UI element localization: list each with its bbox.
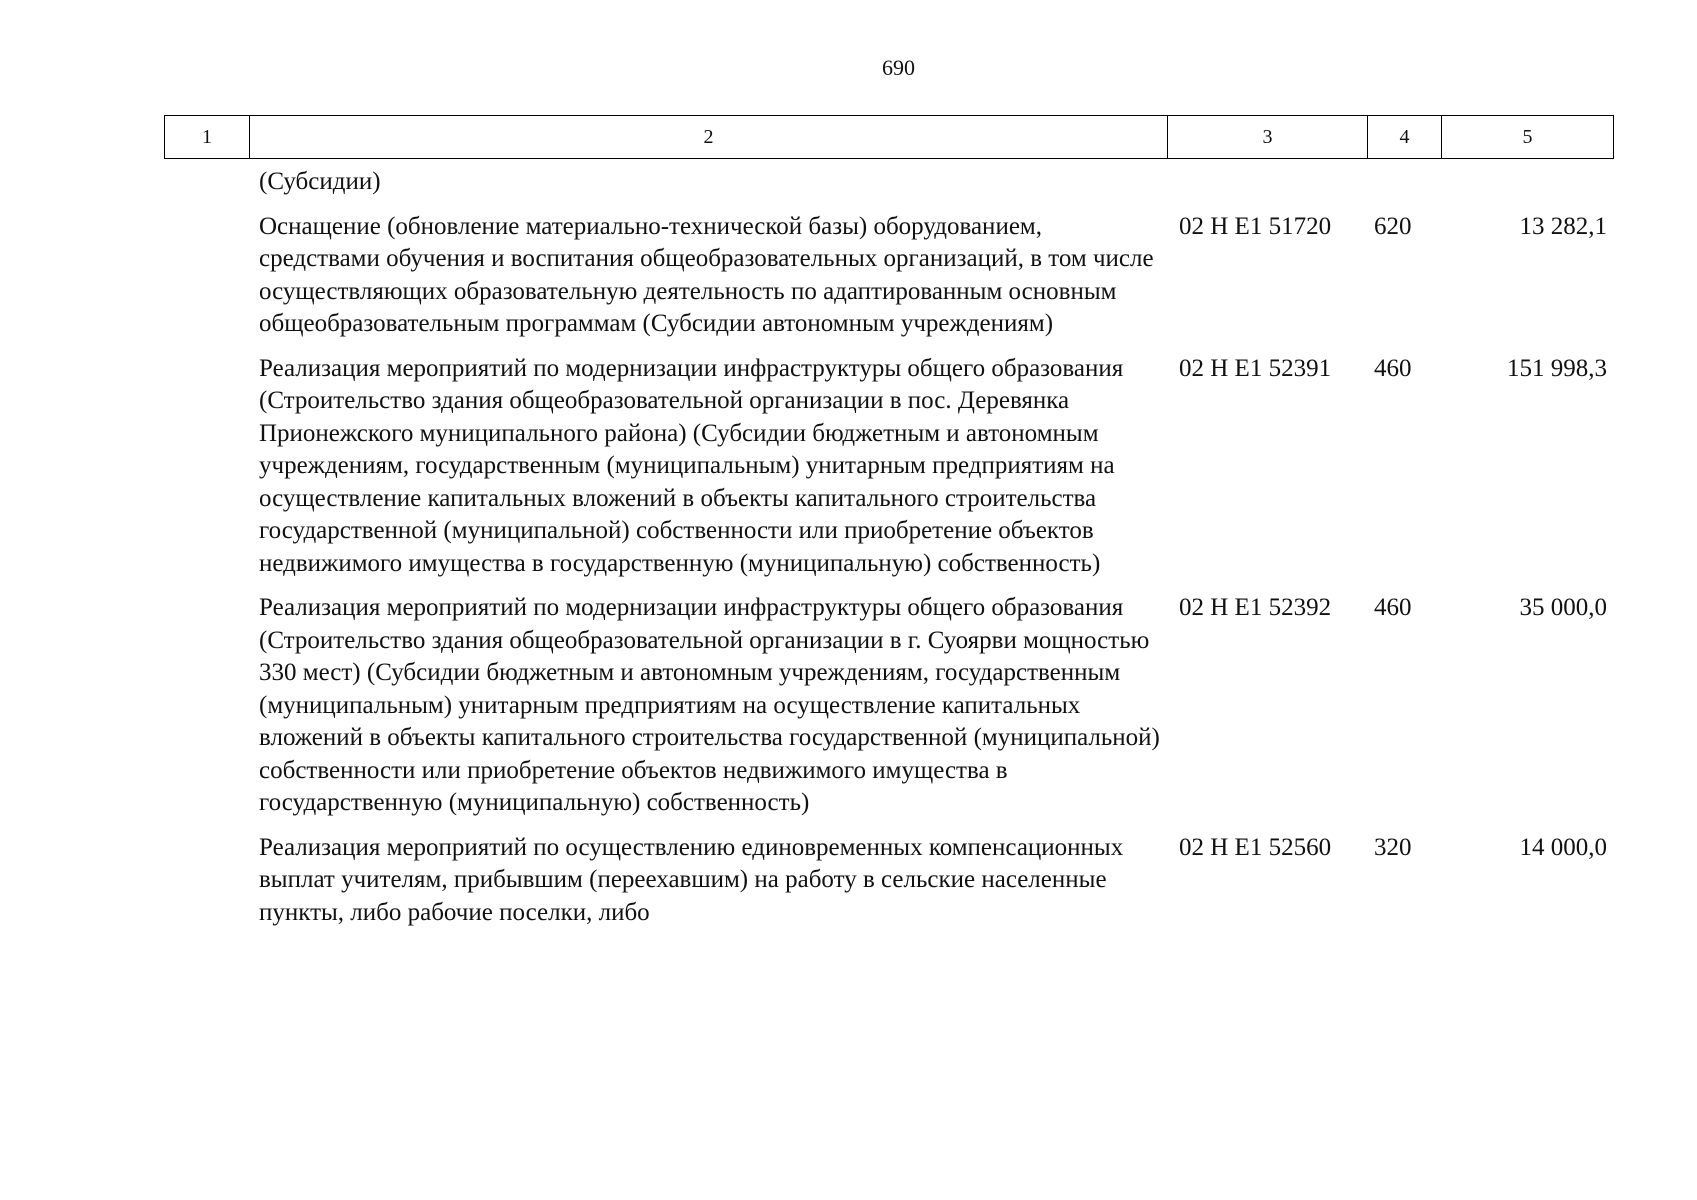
row-code: 02 Н Е1 52391 <box>1179 354 1332 382</box>
column-header-4: 4 <box>1368 116 1442 158</box>
row-sum: 13 282,1 <box>1519 212 1607 240</box>
row-sum: 151 998,3 <box>1507 354 1607 382</box>
row-sum: 14 000,0 <box>1519 833 1607 861</box>
row-type: 460 <box>1374 594 1412 621</box>
row-type: 320 <box>1374 833 1412 861</box>
column-header-1: 1 <box>165 116 250 158</box>
row-sum: 35 000,0 <box>1519 594 1607 621</box>
row-name: (Субсидии) <box>259 168 381 195</box>
column-header-2: 2 <box>250 116 1168 158</box>
table-row <box>259 832 1607 930</box>
row-code: 02 Н Е1 51720 <box>1179 212 1332 240</box>
table-header <box>164 115 1614 159</box>
row-name: Реализация мероприятий по осуществлению единовременных компенсационных выплат учителям, прибывшим (переехавшим) на работу в сельские населенные пункты, либо рабочие поселки, либо <box>259 833 1124 926</box>
table-row <box>259 353 1607 581</box>
page-number: 690 <box>882 55 915 80</box>
row-name: Реализация мероприятий по модернизации инфраструктуры общего образования (Строительство здания общеобразовательной организации в пос. Деревянка Прионежского муниципального района) (Субсидии бюджетным и автономным учреждениям, государственным (муниципальным) унитарным предприятиям на осуществление капитальных вложений в объекты капитального строительства государственной (муниципальной) собственности или приобретение объектов недвижимого имущества в государственную (муниципальную) собственность) <box>259 354 1124 577</box>
table-body <box>259 166 1607 941</box>
column-header-5: 5 <box>1522 125 1533 148</box>
row-name: Оснащение (обновление материально-технической базы) оборудованием, средствами обучения и воспитания общеобразовательных организаций, в том числе осуществляющих образовательную деятельность по адаптированным основным общеобразовательным программам (Субсидии автономным учреждениям) <box>259 212 1154 337</box>
row-type: 460 <box>1374 354 1412 382</box>
row-name: Реализация мероприятий по модернизации инфраструктуры общего образования (Строительство здания общеобразовательной организации в г. Суоярви мощностью 330 мест) (Субсидии бюджетным и автономным учреждениям, государственным (муниципальным) унитарным предприятиям на осуществление капитальных вложений в объекты капитального строительства государственной (муниципальной) собственности или приобретение объектов недвижимого имущества в государственную (муниципальную) собственность) <box>259 594 1160 816</box>
row-type: 620 <box>1374 212 1412 240</box>
table-row <box>259 211 1607 341</box>
row-code: 02 Н Е1 52560 <box>1179 833 1332 861</box>
row-code: 02 Н Е1 52392 <box>1179 594 1332 621</box>
table-row <box>259 592 1607 820</box>
column-header-3: 3 <box>1168 116 1368 158</box>
table-row <box>259 166 1607 199</box>
